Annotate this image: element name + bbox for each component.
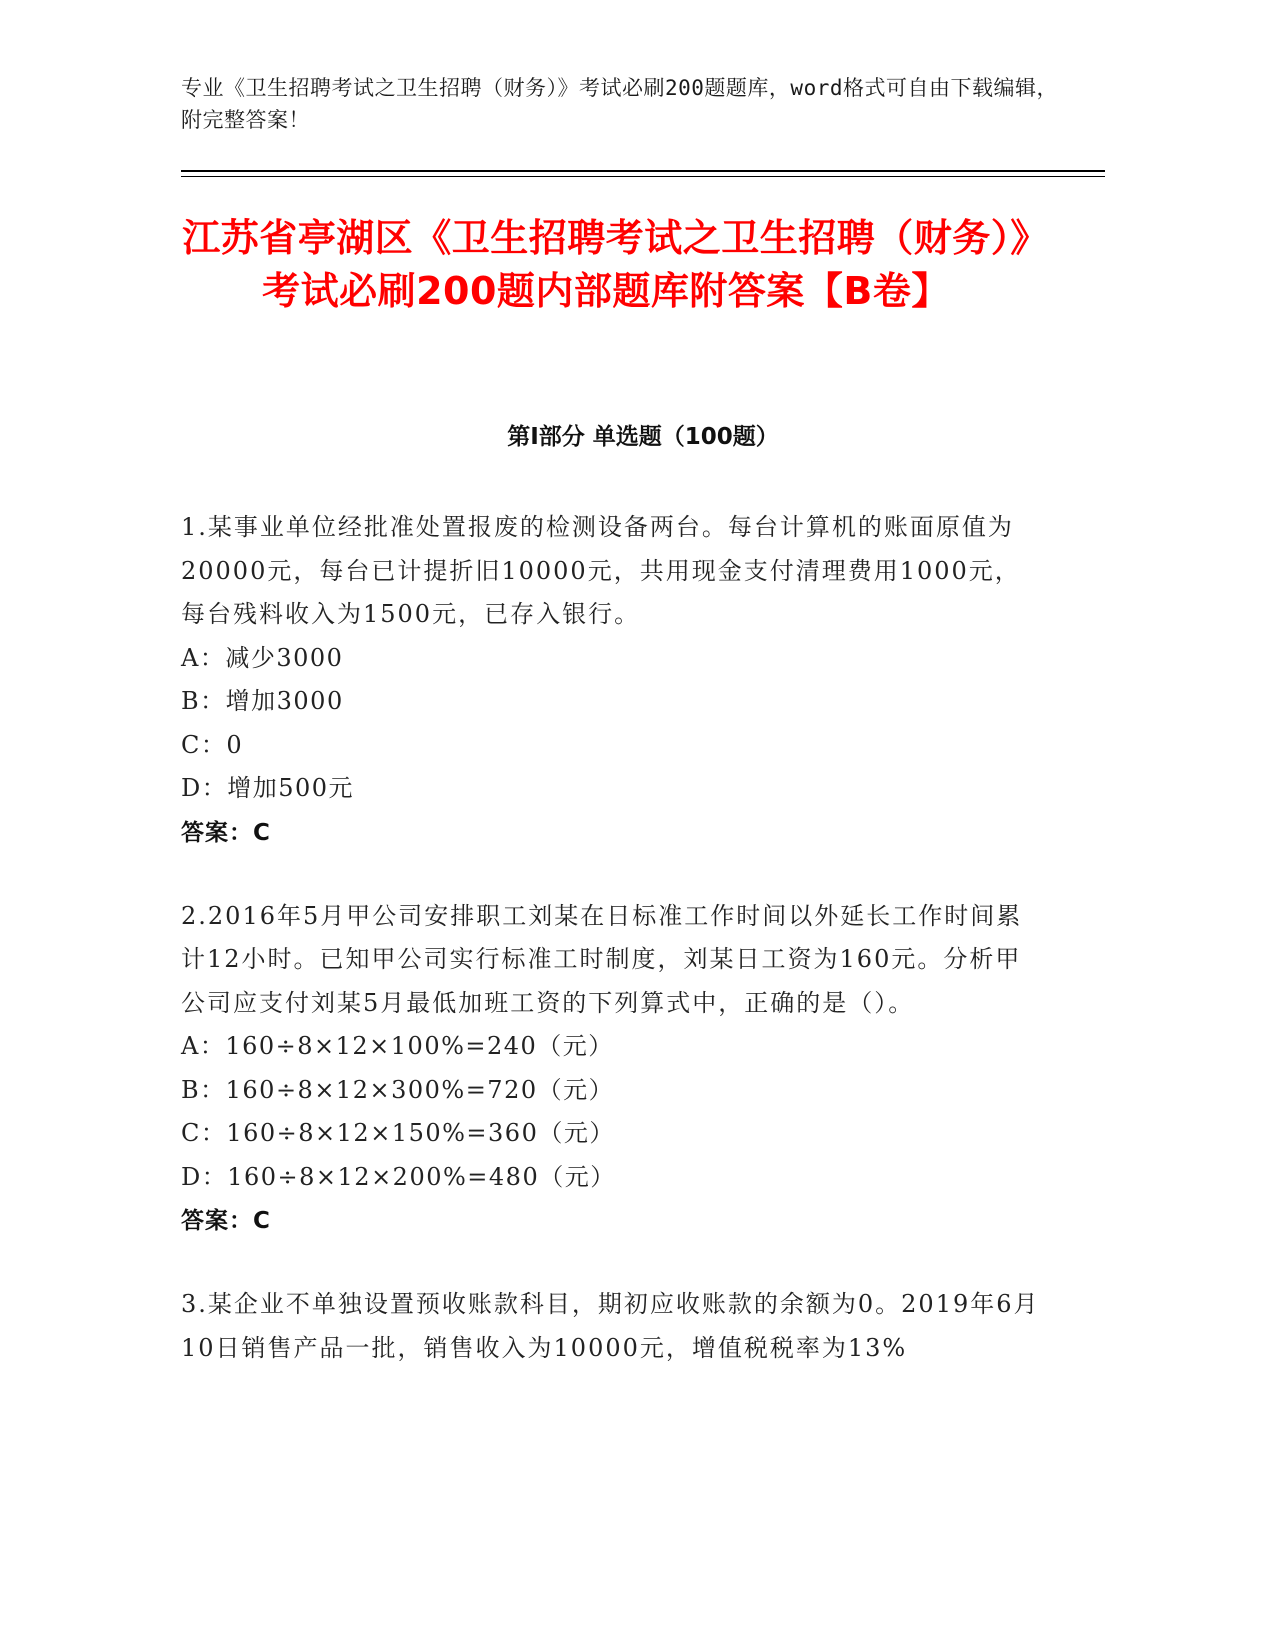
question-stem: 3.某企业不单独设置预收账款科目，期初应收账款的余额为0。2019年6月10日销售产品一批，销售收入为10000元，增值税税率为13%	[181, 1290, 1040, 1362]
header-note: 专业《卫生招聘考试之卫生招聘（财务）》考试必刷200题题库，word格式可自由下载编辑，附完整答案！	[181, 76, 1058, 132]
option-d: D：增加500元	[181, 774, 355, 802]
option-a: A：减少3000	[181, 643, 344, 672]
option-b: B：增加3000	[181, 687, 344, 715]
question-1	[181, 506, 1041, 855]
section-heading: 第Ⅰ部分 单选题（100题）	[507, 424, 779, 450]
option-d: D：160÷8×12×200%=480（元）	[181, 1162, 616, 1191]
option-a: A：160÷8×12×100%=240（元）	[181, 1032, 614, 1060]
header-divider-thin	[181, 176, 1105, 177]
option-b: B：160÷8×12×300%=720（元）	[181, 1075, 615, 1104]
answer-label: 答案：C	[181, 819, 271, 846]
question-stem: 2.2016年5月甲公司安排职工刘某在日标准工作时间以外延长工作时间累计12小时。已知甲公司实行标准工时制度，刘某日工资为160元。分析甲公司应支付刘某5月最低加班工资的下列算式中，正确的是（）。	[181, 901, 1023, 1017]
option-c: C：0	[181, 730, 244, 759]
question-list	[181, 506, 1041, 1410]
question-stem: 1.某事业单位经批准处置报废的检测设备两台。每台计算机的账面原值为20000元，每台已计提折旧10000元，共用现金支付清理费用1000元，每台残料收入为1500元，已存入银行。	[181, 513, 1021, 628]
option-c: C：160÷8×12×150%=360（元）	[181, 1119, 615, 1147]
question-2	[181, 895, 1041, 1244]
question-3	[181, 1283, 1041, 1370]
answer-label: 答案：C	[181, 1208, 271, 1234]
header-divider-thick	[181, 170, 1105, 172]
document-title: 江苏省亭湖区《卫生招聘考试之卫生招聘（财务）》考试必刷200题内部题库附答案【B卷】	[182, 216, 1030, 313]
